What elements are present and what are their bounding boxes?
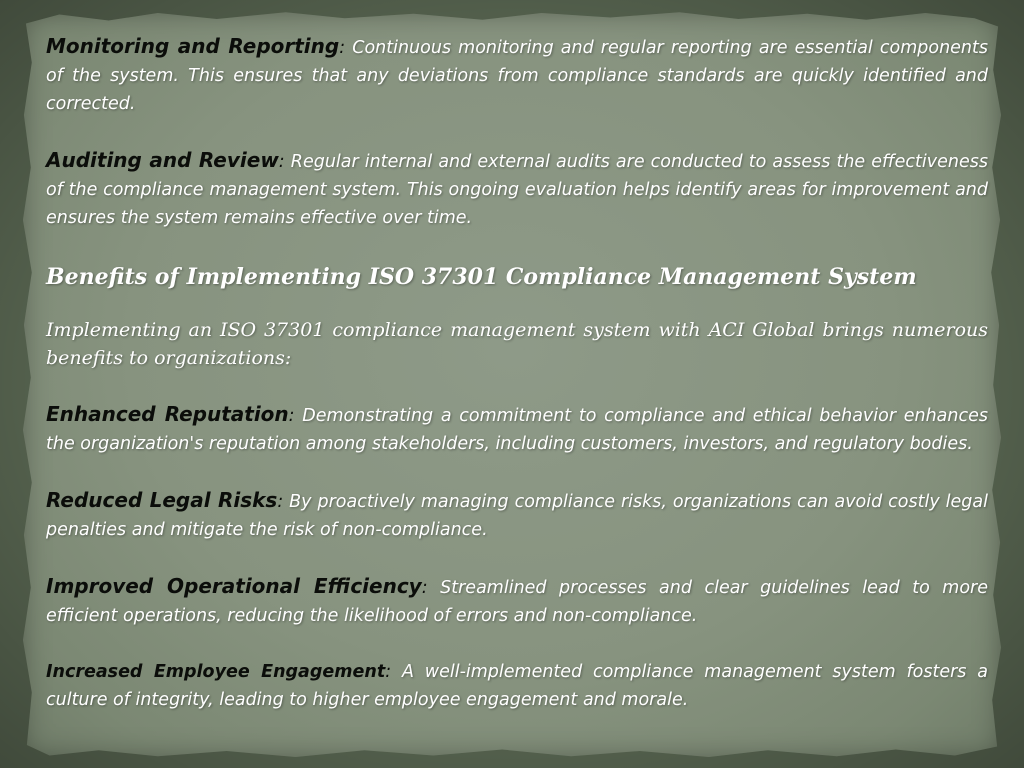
benefit-increased-employee-engagement [46, 658, 988, 714]
heading-increased-employee-engagement: Increased Employee Engagement [46, 662, 386, 682]
heading-enhanced-reputation: Enhanced Reputation [46, 402, 289, 426]
intro-paragraph: Implementing an ISO 37301 compliance management system with ACI Global brings numerous benefits to organizations: [46, 319, 988, 369]
colon: : [278, 152, 285, 172]
colon: : [339, 38, 346, 58]
benefit-reduced-legal-risks [46, 486, 988, 544]
heading-monitoring-reporting: Monitoring and Reporting [46, 34, 340, 58]
paragraph-monitoring-reporting [46, 32, 988, 118]
section-title: Benefits of Implementing ISO 37301 Compliance Management System [46, 264, 917, 290]
heading-reduced-legal-risks: Reduced Legal Risks [46, 488, 278, 512]
body-increased-employee-engagement: A well-implemented compliance management system fosters a culture of integrity, leading to higher employee engagement and morale. [46, 662, 988, 710]
heading-auditing-review: Auditing and Review [46, 148, 279, 172]
body-monitoring-reporting: Continuous monitoring and regular reporting are essential components of the system. This ensures that any deviations from compliance standards are quickly identified and corrected. [46, 38, 988, 114]
colon: : [277, 492, 284, 512]
colon: : [421, 578, 428, 598]
body-reduced-legal-risks: By proactively managing compliance risks, organizations can avoid costly legal penalties and mitigate the risk of non-compliance. [46, 492, 988, 540]
heading-improved-operational-efficiency: Improved Operational Efficiency [46, 574, 422, 598]
colon: : [288, 406, 295, 426]
benefit-enhanced-reputation [46, 400, 988, 458]
colon: : [385, 662, 392, 682]
body-auditing-review: Regular internal and external audits are conducted to assess the effectiveness of the compliance management system. This ongoing evaluation helps identify areas for improvement and ensures the system remains effective over time. [46, 152, 988, 228]
paragraph-auditing-review [46, 146, 988, 232]
slide-content [46, 32, 988, 714]
body-enhanced-reputation: Demonstrating a commitment to compliance and ethical behavior enhances the organization's reputation among stakeholders, including customers, investors, and regulatory bodies. [46, 406, 989, 454]
benefit-improved-operational-efficiency [46, 572, 988, 630]
body-improved-operational-efficiency: Streamlined processes and clear guidelines lead to more efficient operations, reducing the likelihood of errors and non-compliance. [46, 578, 989, 626]
